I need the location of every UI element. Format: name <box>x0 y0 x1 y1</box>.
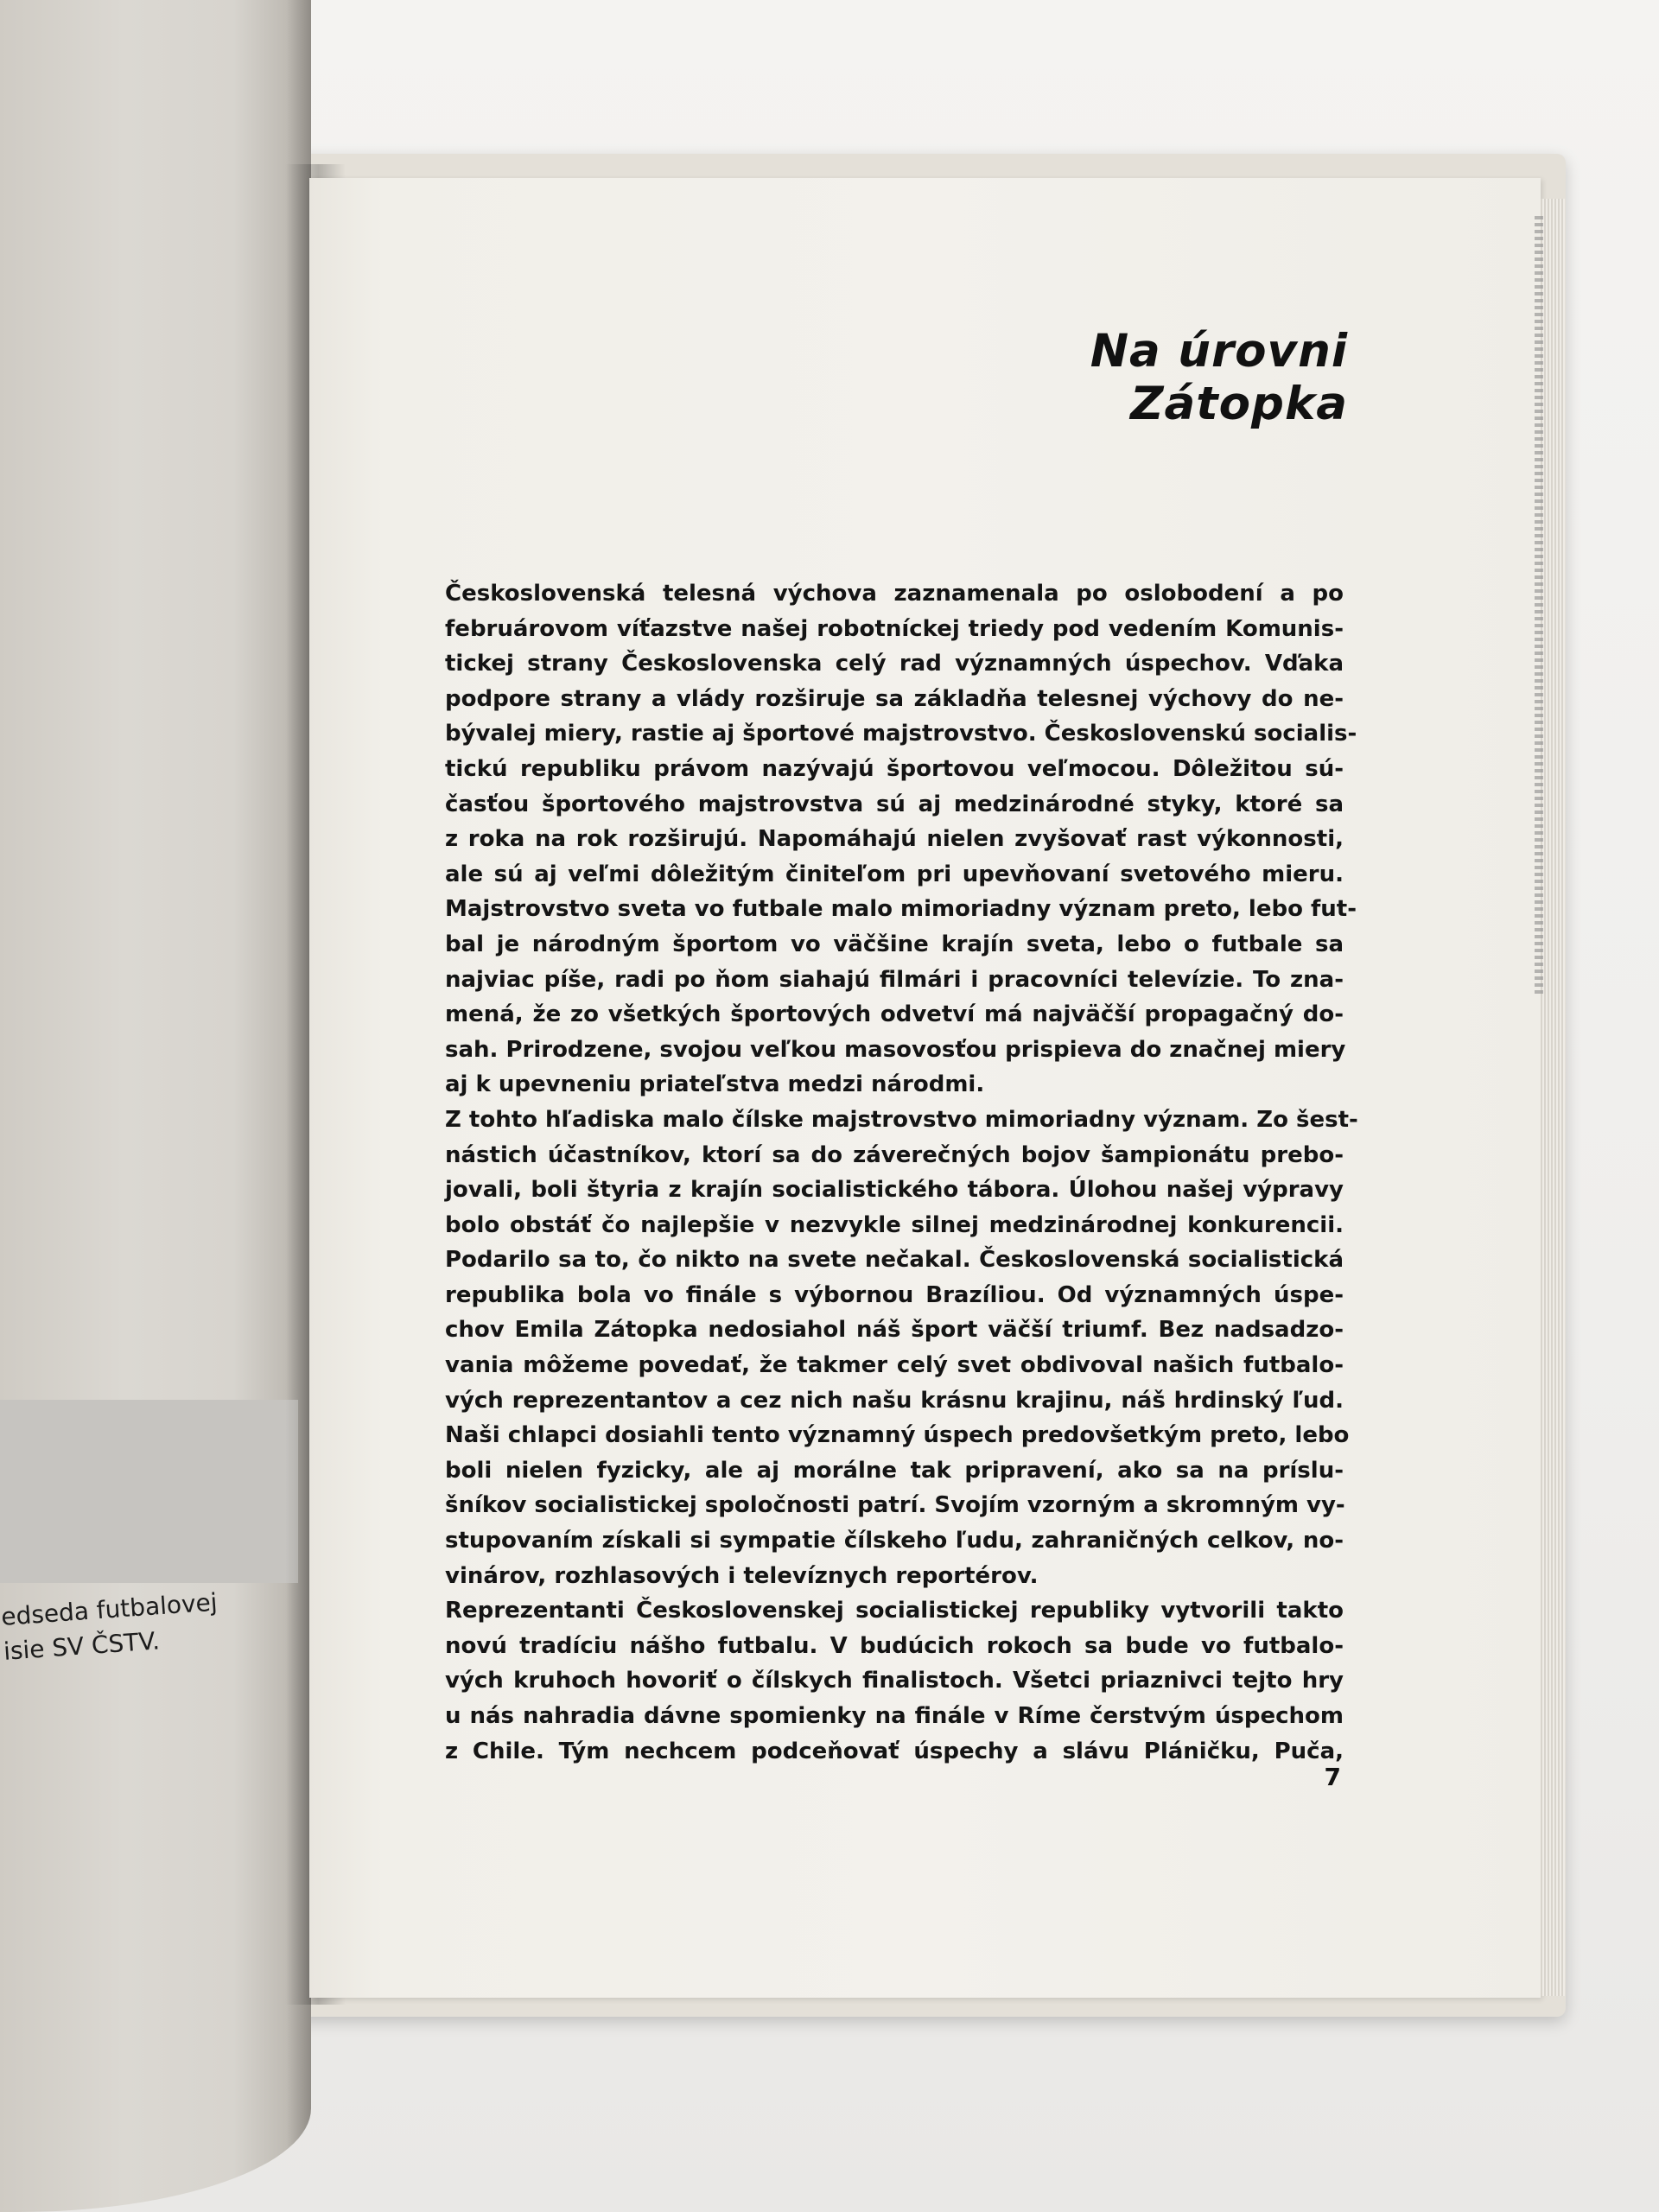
text-line: boli nielen fyzicky, ale aj morálne tak pripravení, ako sa na príslu- <box>445 1457 1344 1484</box>
text-line: jovali, boli štyria z krajín socialistického tábora. Úlohou našej výpravy <box>445 1177 1344 1204</box>
text-line: mená, že zo všetkých športových odvetví má najväčší propagačný do- <box>445 1001 1344 1028</box>
text-line: ale sú aj veľmi dôležitým činiteľom pri upevňovaní svetového mieru. <box>445 861 1344 887</box>
text-line: z roka na rok rozširujú. Napomáhajú nielen zvyšovať rast výkonnosti, <box>445 826 1344 853</box>
text-line: sah. Prirodzene, svojou veľkou masovosťou prispieva do značnej miery <box>445 1036 1346 1063</box>
binding-thread <box>1535 216 1543 994</box>
text-line: časťou športového majstrovstva sú aj medzinárodné styky, ktoré sa <box>445 791 1344 817</box>
text-line: šníkov socialistickej spoločnosti patrí. Svojím vzorným a skromným vy- <box>445 1492 1345 1519</box>
left-caption-line: isie SV ČSTV. <box>2 1626 161 1666</box>
left-caption-line: edseda futbalovej <box>0 1587 219 1631</box>
text-line: aj k upevneniu priateľstva medzi národmi. <box>445 1071 985 1098</box>
page-edges <box>1541 199 1565 1996</box>
text-line: februárovom víťazstve našej robotníckej triedy pod vedením Komunis- <box>445 615 1344 642</box>
text-line: nástich účastníkov, ktorí sa do záverečných bojov šampionátu prebo- <box>445 1141 1344 1168</box>
text-line: vania môžeme povedať, že takmer celý svet obdivoval našich futbalo- <box>445 1352 1344 1379</box>
text-line: vých kruhoch hovoriť o čílskych finalistoch. Všetci priaznivci tejto hry <box>445 1668 1344 1694</box>
text-line: stupovaním získali si sympatie čílskeho ľudu, zahraničných celkov, no- <box>445 1528 1344 1554</box>
text-line: republika bola vo finále s výbornou Brazíliou. Od významných úspe- <box>445 1281 1344 1308</box>
text-line: Podarilo sa to, čo nikto na svete nečakal. Československá socialistická <box>445 1247 1344 1274</box>
left-page-caption <box>0 1580 289 1669</box>
text-line: tickej strany Československa celý rad významných úspechov. Vďaka <box>445 651 1344 677</box>
text-line: z Chile. Tým nechcem podceňovať úspechy a slávu Pláničku, Puča, <box>445 1738 1344 1764</box>
left-page <box>0 0 311 2212</box>
text-line: Naši chlapci dosiahli tento významný úspech predovšetkým preto, lebo <box>445 1422 1350 1449</box>
text-line: novú tradíciu nášho futbalu. V budúcich rokoch sa bude vo futbalo- <box>445 1632 1344 1659</box>
page-number: 7 <box>1324 1763 1341 1791</box>
text-line: vinárov, rozhlasových i televíznych reportérov. <box>445 1562 1039 1589</box>
text-line: Z tohto hľadiska malo čílske majstrovstvo mimoriadny význam. Zo šest- <box>445 1106 1358 1133</box>
article-body <box>445 576 1358 1769</box>
text-line: u nás nahradia dávne spomienky na finále v Ríme čerstvým úspechom <box>445 1703 1344 1729</box>
text-line: bal je národným športom vo väčšine krajín sveta, lebo o futbale sa <box>445 931 1344 957</box>
text-line: chov Emila Zátopka nedosiahol náš šport väčší triumf. Bez nadsadzo- <box>445 1317 1344 1344</box>
text-line: tickú republiku právom nazývajú športovou veľmocou. Dôležitou sú- <box>445 755 1344 782</box>
text-line: vých reprezentantov a cez nich našu krásnu krajinu, náš hrdinský ľud. <box>445 1387 1344 1414</box>
left-page-gray-band <box>0 1400 298 1583</box>
text-line: bývalej miery, rastie aj športové majstrovstvo. Československú socialis- <box>445 721 1357 747</box>
text-line: podpore strany a vlády rozširuje sa základňa telesnej výchovy do ne- <box>445 685 1344 712</box>
text-line: Reprezentanti Československej socialistickej republiky vytvorili takto <box>445 1598 1344 1624</box>
page-title: Na úrovni Zátopka <box>1090 325 1348 430</box>
text-line: Majstrovstvo sveta vo futbale malo mimoriadny význam preto, lebo fut- <box>445 896 1357 923</box>
text-line: bolo obstáť čo najlepšie v nezvykle silnej medzinárodnej konkurencii. <box>445 1211 1344 1238</box>
text-line: najviac píše, radi po ňom siahajú filmári i pracovníci televízie. To zna- <box>445 966 1344 993</box>
text-line: Československá telesná výchova zaznamenala po oslobodení a po <box>445 581 1344 607</box>
